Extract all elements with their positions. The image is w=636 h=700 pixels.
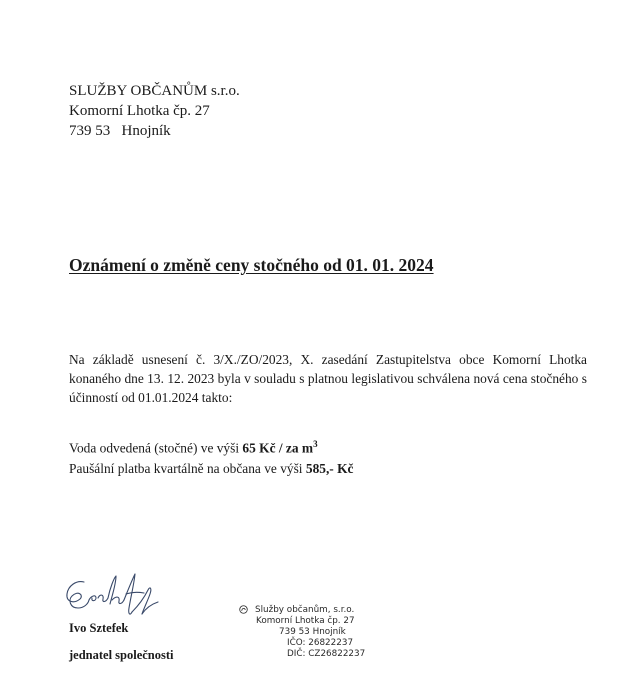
stamp-line-dic: DIČ: CZ26822237 bbox=[287, 649, 366, 659]
stamp-logo-icon bbox=[239, 605, 248, 614]
price-item-sewage bbox=[69, 435, 318, 457]
sender-address bbox=[69, 81, 240, 141]
stamp-line-street: Komorní Lhotka čp. 27 bbox=[256, 616, 355, 626]
sender-company: SLUŽBY OBČANŮM s.r.o. bbox=[69, 83, 240, 99]
stamp-line-city: 739 53 Hnojník bbox=[279, 627, 346, 637]
price-item-label: Paušální platba kvartálně na občana ve výši bbox=[69, 461, 306, 476]
company-stamp bbox=[239, 605, 379, 660]
stamp-line-ico: IČO: 26822237 bbox=[287, 638, 354, 648]
signatory-role: jednatel společnosti bbox=[69, 648, 174, 662]
document-title: Oznámení o změně ceny stočného od 01. 01. 2024 bbox=[69, 255, 434, 275]
signatory-name: Ivo Sztefek bbox=[69, 621, 129, 635]
sender-street: Komorní Lhotka čp. 27 bbox=[69, 103, 210, 119]
price-item-value: 65 Kč / za m bbox=[242, 440, 314, 456]
sender-postal-code: 739 53 bbox=[69, 123, 111, 139]
price-item-label: Voda odvedená (stočné) ve výši bbox=[69, 440, 243, 456]
sender-city: Hnojník bbox=[121, 123, 171, 139]
stamp-line-company: Služby občanům, s.r.o. bbox=[255, 605, 355, 615]
body-paragraph: Na základě usnesení č. 3/X./ZO/2023, X. zasedání Zastupitelstva obce Komorní Lhotka konaného dne 13. 12. 2023 byla v souladu s platnou legislativou schválena nová cena stočného s účinností od 01.01.2024 takto: bbox=[69, 352, 587, 405]
price-item-flat-fee bbox=[69, 460, 353, 478]
sender-city-line bbox=[69, 121, 240, 141]
handwritten-signature bbox=[58, 568, 166, 624]
price-item-value: 585,- Kč bbox=[305, 461, 354, 476]
price-item-unit-exponent: 3 bbox=[313, 439, 318, 449]
